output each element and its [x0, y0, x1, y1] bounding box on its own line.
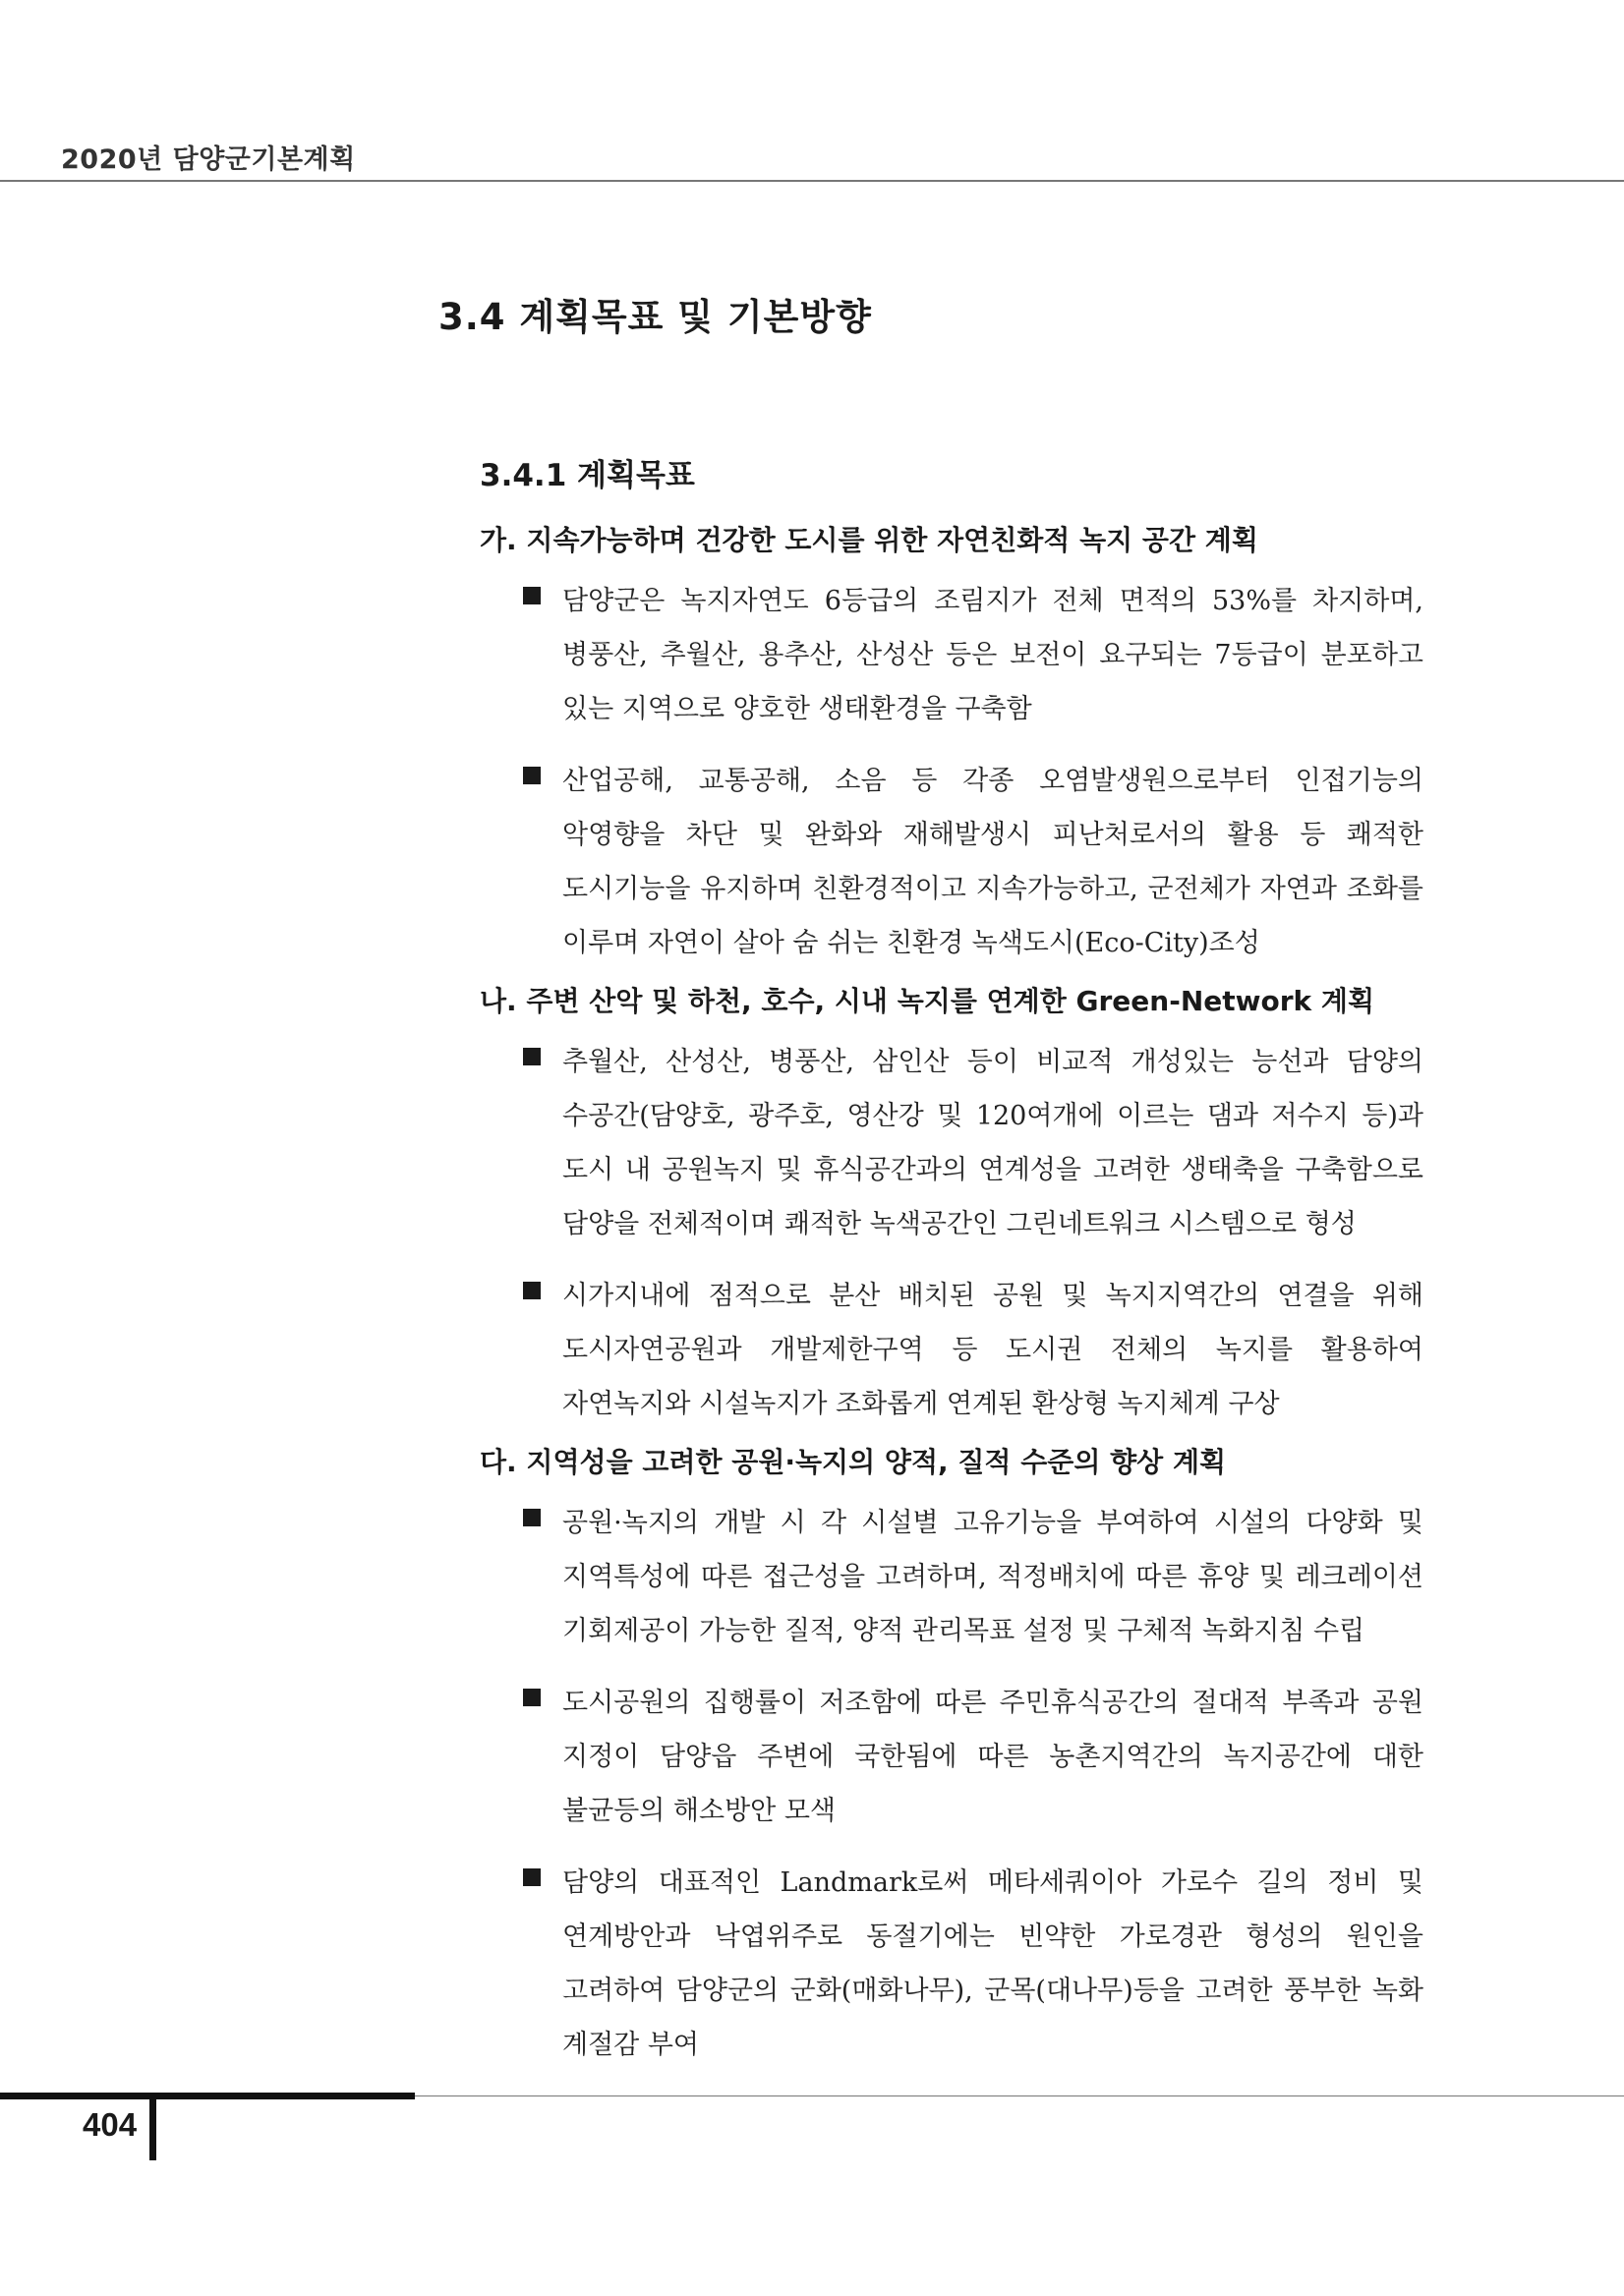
- page-number-bar: [149, 2099, 156, 2160]
- subsection-title: 3.4.1 계획목표: [480, 458, 695, 493]
- section-title: 3.4 계획목표 및 기본방향: [438, 296, 872, 338]
- list-item: [480, 1269, 1443, 1431]
- goal-heading-ga: 가. 지속가능하며 건강한 도시를 위한 자연친화적 녹지 공간 계획: [480, 524, 1258, 556]
- list-item: [480, 1856, 1443, 2072]
- bullet-text: 담양의 대표적인 Landmark로써 메타세쿼이아 가로수 길의 정비 및 연계방안과 낙엽위주로 동절기에는 빈약한 가로경관 형성의 원인을 고려하여 담양군의 군화(매화나무), 군목(대나무)등을 고려한 풍부한 녹화 계절감 부여: [562, 1867, 1423, 2060]
- list-item: [480, 1676, 1443, 1838]
- footer-divider: [415, 2095, 1624, 2096]
- bullet-text: 추월산, 산성산, 병풍산, 삼인산 등이 비교적 개성있는 능선과 담양의 수공간(담양호, 광주호, 영산강 및 120여개에 이르는 댐과 저수지 등)과 도시 내 공원녹지 및 휴식공간과의 연계성을 고려한 생태축을 구축함으로 담양을 전체적이며 쾌적한 녹색공간인 그린네트워크 시스템으로 형성: [562, 1047, 1423, 1239]
- list-item: [480, 754, 1443, 970]
- footer-bar: [0, 2093, 415, 2099]
- header-divider: [0, 180, 1624, 182]
- bullet-text: 산업공해, 교통공해, 소음 등 각종 오염발생원으로부터 인접기능의 악영향을 차단 및 완화와 재해발생시 피난처로서의 활용 등 쾌적한 도시기능을 유지하며 친환경적이고 지속가능하고, 군전체가 자연과 조화를 이루며 자연이 살아 숨 쉬는 친환경 녹색도시(Eco-City)조성: [562, 766, 1423, 958]
- square-bullet-icon: [523, 1282, 541, 1299]
- goal-heading-da: 다. 지역성을 고려한 공원·녹지의 양적, 질적 수준의 향상 계획: [480, 1446, 1227, 1478]
- square-bullet-icon: [523, 1689, 541, 1706]
- goal-heading-na: 나. 주변 산악 및 하천, 호수, 시내 녹지를 연계한 Green-Network 계획: [480, 985, 1375, 1017]
- list-item: [480, 1496, 1443, 1658]
- bullet-text: 도시공원의 집행률이 저조함에 따른 주민휴식공간의 절대적 부족과 공원 지정이 담양읍 주변에 국한됨에 따른 농촌지역간의 녹지공간에 대한 불균등의 해소방안 모색: [562, 1688, 1423, 1826]
- document-body: [480, 521, 1443, 2090]
- page-number: 404: [83, 2106, 138, 2143]
- square-bullet-icon: [523, 1509, 541, 1526]
- square-bullet-icon: [523, 1048, 541, 1065]
- square-bullet-icon: [523, 1868, 541, 1886]
- list-item: [480, 574, 1443, 736]
- bullet-text: 공원·녹지의 개발 시 각 시설별 고유기능을 부여하여 시설의 다양화 및 지역특성에 따른 접근성을 고려하며, 적정배치에 따른 휴양 및 레크레이션 기회제공이 가능한 질적, 양적 관리목표 설정 및 구체적 녹화지침 수립: [562, 1508, 1423, 1646]
- running-header: 2020년 담양군기본계획: [61, 144, 356, 175]
- list-item: [480, 1035, 1443, 1251]
- bullet-text: 담양군은 녹지자연도 6등급의 조림지가 전체 면적의 53%를 차지하며, 병풍산, 추월산, 용추산, 산성산 등은 보전이 요구되는 7등급이 분포하고 있는 지역으로 양호한 생태환경을 구축함: [562, 586, 1423, 724]
- square-bullet-icon: [523, 767, 541, 784]
- bullet-text: 시가지내에 점적으로 분산 배치된 공원 및 녹지지역간의 연결을 위해 도시자연공원과 개발제한구역 등 도시권 전체의 녹지를 활용하여 자연녹지와 시설녹지가 조화롭게 연계된 환상형 녹지체계 구상: [562, 1281, 1423, 1419]
- square-bullet-icon: [523, 587, 541, 604]
